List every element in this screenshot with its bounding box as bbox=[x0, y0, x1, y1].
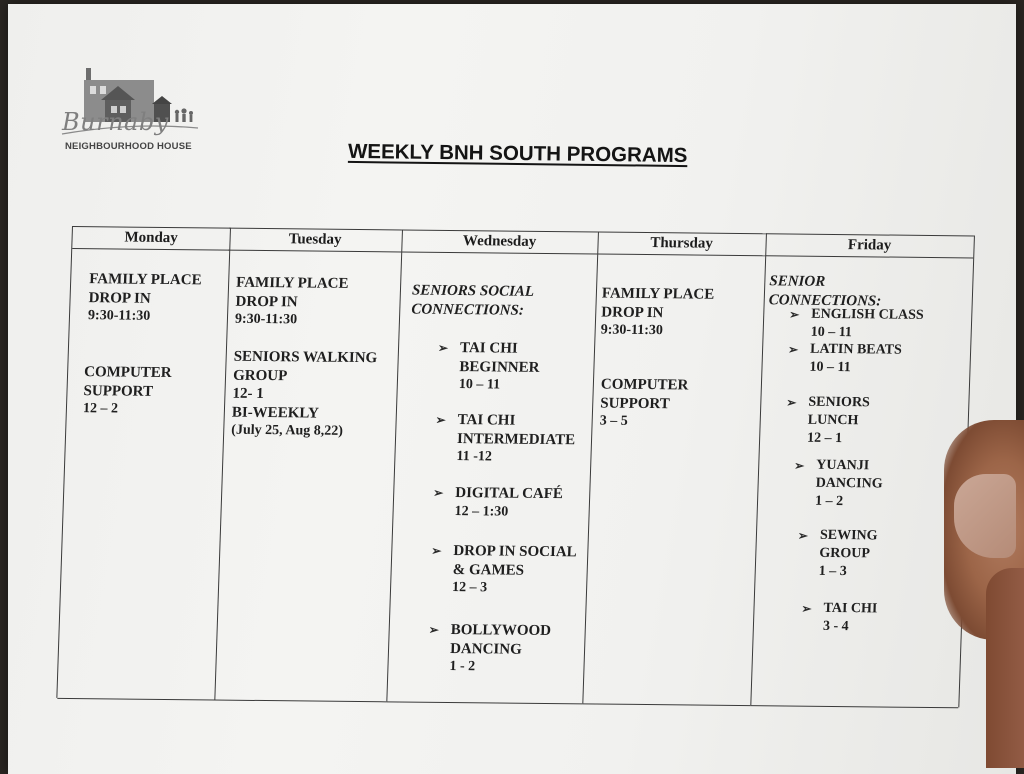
day-body bbox=[386, 252, 597, 704]
program-entry: ➢ TAI CHI BEGINNER 10 – 11 bbox=[437, 339, 541, 396]
program-group-heading: SENIORS SOCIAL CONNECTIONS: bbox=[411, 282, 535, 319]
day-header: Friday bbox=[765, 233, 974, 258]
program-entry: ➢ SEWING GROUP 1 – 3 bbox=[796, 527, 877, 582]
program-entry: ➢ TAI CHI 3 - 4 bbox=[801, 600, 878, 637]
day-body bbox=[750, 256, 973, 708]
day-header: Monday bbox=[72, 226, 230, 251]
program-schedule-table bbox=[56, 226, 974, 707]
logo-script-text: Burnaby bbox=[62, 108, 169, 136]
program-entry: ➢ ENGLISH CLASS 10 – 11 bbox=[788, 306, 924, 343]
day-header: Tuesday bbox=[228, 228, 402, 253]
program-entry: ➢ LATIN BEATS 10 – 11 bbox=[787, 341, 902, 378]
day-column-thursday bbox=[582, 232, 767, 706]
program-entry: ➢ YUANJI DANCING 1 – 2 bbox=[793, 457, 884, 512]
day-column-wednesday bbox=[386, 229, 599, 703]
program-group-heading: SENIOR CONNECTIONS: bbox=[768, 273, 882, 309]
program-entry: FAMILY PLACE DROP IN 9:30-11:30 bbox=[234, 274, 349, 328]
program-entry: ➢ TAI CHI INTERMEDIATE 11 -12 bbox=[434, 411, 576, 468]
day-column-monday bbox=[56, 226, 231, 700]
day-column-tuesday bbox=[213, 228, 403, 702]
page-title: WEEKLY BNH SOUTH PROGRAMS bbox=[347, 139, 688, 168]
day-header: Wednesday bbox=[401, 229, 598, 254]
paper-sheet bbox=[8, 4, 1016, 774]
program-entry: ➢ DROP IN SOCIAL & GAMES 12 – 3 bbox=[430, 542, 577, 599]
program-entry: ➢ DIGITAL CAFÉ 12 – 1:30 bbox=[432, 484, 563, 522]
program-entry: FAMILY PLACE DROP IN 9:30-11:30 bbox=[87, 271, 202, 324]
program-entry: ➢ SENIORS LUNCH 12 – 1 bbox=[785, 393, 870, 448]
day-header: Thursday bbox=[597, 232, 766, 257]
logo-subtitle: NEIGHBOURHOOD HOUSE bbox=[65, 141, 192, 152]
program-entry: ➢ BOLLYWOOD DANCING 1 - 2 bbox=[427, 621, 551, 678]
program-entry: FAMILY PLACE DROP IN 9:30-11:30 bbox=[600, 285, 715, 339]
day-body bbox=[57, 249, 229, 701]
program-entry: COMPUTER SUPPORT 3 – 5 bbox=[599, 376, 689, 429]
hand-finger bbox=[986, 568, 1024, 768]
program-entry: SENIORS WALKING GROUP 12- 1 BI-WEEKLY (July 25, Aug 8,22) bbox=[231, 348, 378, 439]
day-column-friday bbox=[750, 233, 975, 707]
day-body bbox=[582, 255, 765, 707]
day-body bbox=[213, 251, 401, 703]
program-entry: COMPUTER SUPPORT 12 – 2 bbox=[82, 364, 172, 417]
